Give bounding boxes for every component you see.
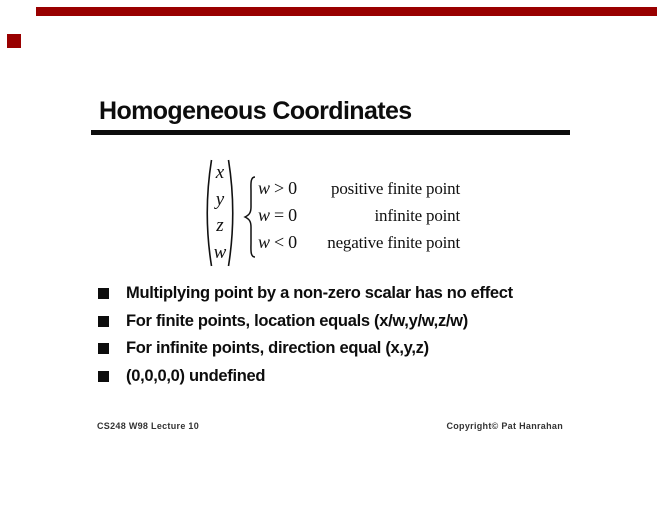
footer-copyright: Copyright© Pat Hanrahan [446,421,563,431]
case-description: infinite point [374,206,460,225]
case-row-zero [258,202,460,229]
top-accent-bar [36,7,657,16]
bullet-item [98,363,513,391]
cases-brace [243,176,257,263]
vector-entry-z: z [216,215,224,236]
case-variable: w [258,205,271,225]
vector-right-paren [227,158,239,273]
bullet-text: Multiplying point by a non-zero scalar has no effect [126,284,513,303]
left-accent-square [7,34,21,48]
w-cases-list [258,175,460,256]
vector-entry-w: w [213,241,227,263]
case-operator: = [274,205,285,225]
case-operator: < [274,232,285,252]
title-underline-rule [91,130,570,135]
slide-title: Homogeneous Coordinates [99,97,412,125]
bullet-item [98,308,513,336]
case-row-positive [258,175,460,202]
bullet-square-icon [98,343,109,354]
case-variable: w [258,232,271,252]
bullet-square-icon [98,316,109,327]
bullet-square-icon [98,371,109,382]
bullet-square-icon [98,288,109,299]
bullet-list [98,280,513,390]
bullet-text: For infinite points, direction equal (x,y,z) [126,339,429,358]
case-condition [258,202,316,229]
bullet-item [98,335,513,363]
bullet-text: For finite points, location equals (x/w,y/w,z/w) [126,311,468,330]
bullet-text: (0,0,0,0) undefined [126,366,266,385]
case-row-negative [258,229,460,256]
case-condition [258,175,316,202]
case-description: negative finite point [327,233,460,252]
case-value: 0 [288,205,298,225]
case-description: positive finite point [331,179,460,198]
case-variable: w [258,178,271,198]
case-operator: > [274,178,285,198]
footer-course-label: CS248 W98 Lecture 10 [97,421,200,431]
case-value: 0 [288,178,298,198]
bullet-item [98,280,513,308]
case-value: 0 [288,232,298,252]
vector-entry-x: x [215,162,225,183]
vector-entry-y: y [215,188,225,210]
case-condition [258,229,316,256]
